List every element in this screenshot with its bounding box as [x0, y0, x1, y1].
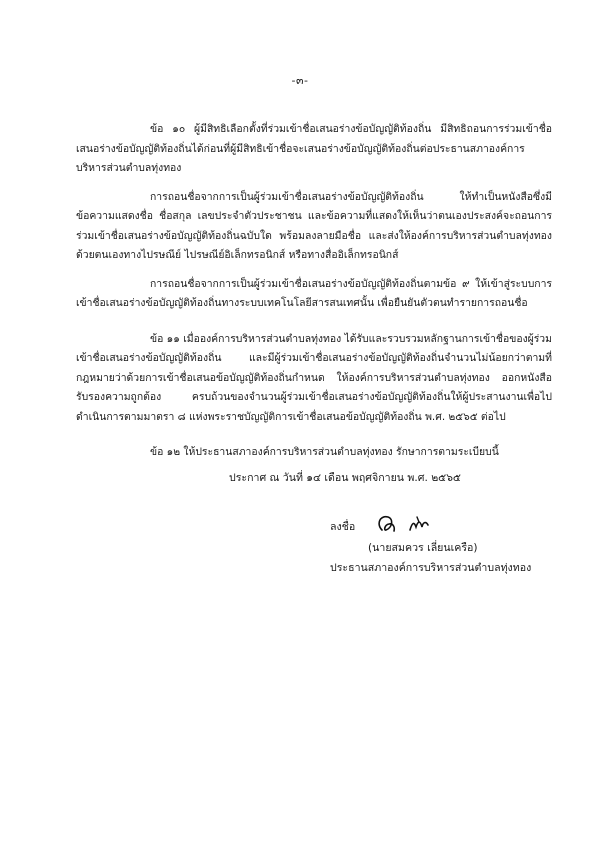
handwritten-signature [370, 510, 450, 538]
withdrawal-method-paragraph: การถอนชื่อจากการเป็นผู้ร่วมเข้าชื่อเสนอร่างข้อบัญญัติท้องถิ่น ให้ทำเป็นหนังสือซึ่งมีข้อความแสดงชื่อ ชื่อสกุล เลขประจำตัวประชาชน และข้อความที่แสดงให้เห็นว่าตนเองประสงค์จะถอนการร่วมเข้าชื่อเสนอร่างข้อบัญญัติท้องถิ่นฉบับใด พร้อมลงลายมือชื่อ และส่งให้องค์การบริหารส่วนตำบลทุ่งทอง ด้วยตนเองทางไปรษณีย์ ไปรษณีย์อิเล็กทรอนิกส์ หรือทางสื่ออิเล็กทรอนิกส์ [76, 190, 552, 261]
signature-row [330, 510, 590, 536]
signature-label: ลงชื่อ [330, 521, 356, 533]
clause-10-paragraph: ข้อ ๑๐ ผู้มีสิทธิเลือกตั้งที่ร่วมเข้าชื่อเสนอร่างข้อบัญญัติท้องถิ่น มีสิทธิถอนการร่วมเข้าชื่อเสนอร่างข้อบัญญัติท้องถิ่นได้ก่อนที่ผู้มีสิทธิเข้าชื่อจะเสนอร่างข้อบัญญัติท้องถิ่นต่อประธานสภาองค์การบริหารส่วนตำบลทุ่งทอง [76, 123, 552, 174]
signature-block [330, 510, 590, 574]
signer-name: (นายสมควร เลี่ยนเครือ) [368, 542, 478, 554]
clause-12-paragraph: ข้อ ๑๒ ให้ประธานสภาองค์การบริหารส่วนตำบลทุ่งทอง รักษาการตามระเบียบนี้ [150, 446, 499, 458]
signer-title: ประธานสภาองค์การบริหารส่วนตำบลทุ่งทอง [330, 562, 532, 574]
document-body [76, 120, 552, 463]
electronic-withdrawal-paragraph: การถอนชื่อจากการเป็นผู้ร่วมเข้าชื่อเสนอร่างข้อบัญญัติท้องถิ่นตามข้อ ๙ ให้เข้าสู่ระบบการเข้าชื่อเสนอร่างข้อบัญญัติท้องถิ่นทางระบบเทคโนโลยีสารสนเทศนั้น เพื่อยืนยันตัวตนทำรายการถอนชื่อ [76, 277, 552, 309]
clause-11-paragraph: ข้อ ๑๑ เมื่อองค์การบริหารส่วนตำบลทุ่งทอง ได้รับและรวบรวมหลักฐานการเข้าชื่อของผู้ร่วมเข้าชื่อเสนอร่างข้อบัญญัติท้องถิ่น และมีผู้ร่วมเข้าชื่อเสนอร่างข้อบัญญัติท้องถิ่นจำนวนไม่น้อยกว่าตามที่กฎหมายว่าด้วยการเข้าชื่อเสนอข้อบัญญัติท้องถิ่นกำหนด ให้องค์การบริหารส่วนตำบลทุ่งทอง ออกหนังสือรับรองความถูกต้อง ครบถ้วนของจำนวนผู้ร่วมเข้าชื่อเสนอร่างข้อบัญญัติท้องถิ่นให้ผู้ประสานงานเพื่อไปดำเนินการตามมาตรา ๘ แห่งพระราชบัญญัติการเข้าชื่อเสนอข้อบัญญัติท้องถิ่น พ.ศ. ๒๕๖๕ ต่อไป [76, 332, 552, 423]
announcement-date: ประกาศ ณ วันที่ ๑๔ เดือน พฤศจิกายน พ.ศ. ๒๕๖๕ [229, 472, 461, 484]
page-number: -๓- [291, 74, 309, 87]
